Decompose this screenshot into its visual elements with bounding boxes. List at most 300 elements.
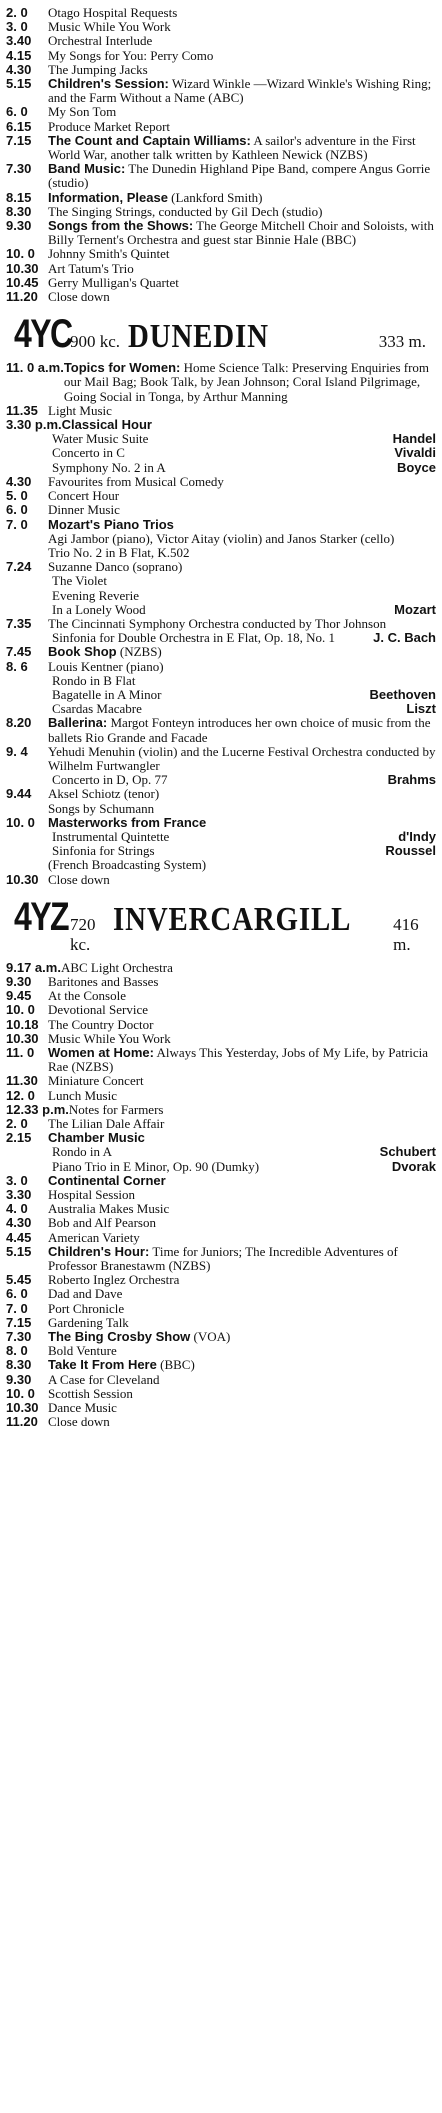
programme-description: Louis Kentner (piano): [48, 658, 164, 674]
programme-description: Wizard Winkle —Wizard Winkle's Wishing Ring; and the Farm Without a Name (ABC): [48, 76, 435, 106]
listing-time: 10.30: [6, 1030, 39, 1046]
listing-time: 6.15: [6, 118, 32, 134]
listing-row: [6, 1046, 436, 1074]
work-title: Csardas Macabre: [52, 701, 142, 717]
listing-text: [48, 1330, 436, 1344]
programme-title: Take It From Here: [48, 1357, 157, 1373]
listing-row: [6, 77, 436, 105]
listing-time: 4.30: [6, 61, 32, 77]
listing-text: [48, 1302, 436, 1316]
station-header-4yc: [14, 314, 436, 355]
programme-work-row: [6, 688, 436, 702]
indented-note: Agi Jambor (piano), Victor Aitay (violin) and Janos Starker (cello): [48, 530, 395, 546]
work-title: Sinfonia for Double Orchestra in E Flat, Op. 18, No. 1: [52, 630, 336, 646]
listing-row: [6, 975, 436, 989]
listing-time: 8.30: [6, 1357, 32, 1373]
listing-text: [48, 20, 436, 34]
indented-note: (French Broadcasting System): [48, 857, 207, 873]
listing-time: 8.30: [6, 203, 32, 219]
listing-row: [6, 645, 436, 659]
listing-section-4yc: [6, 360, 439, 887]
station-header-4yz: [14, 894, 436, 955]
listing-row: [6, 191, 436, 205]
listing-row: [6, 20, 436, 34]
programme-title: The Bing Crosby Show: [48, 1329, 191, 1345]
programme-title: Book Shop: [48, 644, 117, 660]
listing-text: [48, 1231, 436, 1245]
listing-row: [6, 518, 436, 532]
listing-text: [48, 617, 436, 631]
listing-row: [6, 1188, 436, 1202]
listing-text: [48, 34, 436, 48]
programme-description: Johnny Smith's Quintet: [48, 246, 170, 262]
composer-name: Boyce: [396, 459, 436, 475]
listing-row: [6, 1117, 436, 1131]
programme-description: The Cincinnati Symphony Orchestra conducted by Thor Johnson: [48, 615, 387, 631]
programme-description: At the Console: [48, 988, 126, 1004]
programme-title: The Count and Captain Williams:: [48, 132, 251, 148]
listing-text: [48, 191, 436, 205]
listing-text: [48, 134, 436, 162]
listing-row: [6, 162, 436, 190]
listing-row: [6, 1089, 436, 1103]
listing-time: 10.45: [6, 274, 39, 290]
listing-text: [48, 247, 436, 261]
listing-time: 9.44: [6, 786, 32, 802]
work-title: Concerto in C: [52, 445, 125, 461]
listing-time: 8. 6: [6, 658, 28, 674]
listing-text: [48, 1415, 436, 1429]
listing-time: 3.30: [6, 1187, 32, 1203]
programme-work-row: [6, 773, 436, 787]
listing-text: [48, 1018, 436, 1032]
listing-time: 7. 0: [6, 1300, 28, 1316]
programme-description: My Son Tom: [48, 104, 117, 120]
programme-title: Ballerina:: [48, 715, 108, 731]
listing-text: [48, 1401, 436, 1415]
work-title: Evening Reverie: [52, 587, 139, 603]
programme-description: The George Mitchell Choir and Soloists, with Billy Ternent's Orchestra and guest star Binnie Hale (BBC): [48, 218, 438, 248]
listing-row: [6, 660, 436, 674]
listing-time: 4. 0: [6, 1201, 28, 1217]
listing-time: 10.30: [6, 1400, 39, 1416]
programme-description: Roberto Inglez Orchestra: [48, 1272, 180, 1288]
listing-row: [6, 1330, 436, 1344]
programme-description: The Dunedin Highland Pipe Band, compere Angus Gorrie (studio): [48, 161, 434, 191]
listing-text: [48, 1273, 436, 1287]
programme-title: Songs from the Shows:: [48, 218, 194, 234]
listing-row: [6, 219, 436, 247]
listing-text: [48, 1245, 436, 1273]
listing-section-4yz: [6, 961, 436, 1430]
listing-time: 3. 0: [6, 1172, 28, 1188]
listing-row: [6, 1358, 436, 1372]
work-title: Piano Trio in E Minor, Op. 90 (Dumky): [52, 1158, 260, 1174]
listing-time: 11. 0 a.m.: [6, 360, 64, 376]
listing-text: [48, 1046, 436, 1074]
listing-row: [6, 1003, 436, 1017]
listing-time: 7.30: [6, 1329, 32, 1345]
programme-description: Light Music: [48, 402, 112, 418]
listing-time: 11.20: [6, 1414, 38, 1430]
listing-text: [48, 205, 436, 219]
listing-time: 12. 0: [6, 1087, 35, 1103]
programme-title: Women at Home:: [48, 1045, 154, 1060]
listing-row: [6, 34, 436, 48]
listing-text: [48, 262, 436, 276]
programme-description: Favourites from Musical Comedy: [48, 473, 224, 489]
programme-title: Classical Hour: [61, 417, 152, 433]
work-title: Concerto in D, Op. 77: [52, 772, 168, 788]
programme-work-row: [6, 589, 436, 603]
programme-work-row: [6, 446, 436, 460]
listing-row: [6, 873, 436, 887]
programme-description: The Country Doctor: [48, 1016, 154, 1032]
indented-note: Trio No. 2 in B Flat, K.502: [48, 544, 190, 560]
listing-time: 10. 0: [6, 814, 35, 830]
work-title: The Violet: [52, 573, 107, 589]
listing-row: [6, 1074, 436, 1088]
programme-work-row: [6, 1145, 436, 1159]
listing-time: 6. 0: [6, 502, 28, 518]
listing-row: [6, 105, 436, 119]
programme-description: American Variety: [48, 1229, 140, 1245]
listing-text: [48, 1089, 436, 1103]
listing-text: [48, 503, 436, 517]
listing-row: [6, 475, 436, 489]
listing-text: [48, 105, 436, 119]
programme-description: Margot Fonteyn introduces her own choice of music from the ballets Rio Grande and Facade: [48, 715, 434, 745]
work-title: Water Music Suite: [52, 431, 149, 447]
listing-row: [6, 276, 436, 290]
listing-row: [6, 1387, 436, 1401]
listing-time: 10.18: [6, 1016, 39, 1032]
programme-description: Port Chronicle: [48, 1300, 125, 1316]
programme-description: Close down: [48, 871, 110, 887]
listing-text: [48, 716, 436, 744]
listing-time: 7.24: [6, 559, 32, 575]
listing-section-1: [6, 6, 436, 304]
composer-name: Vivaldi: [394, 445, 436, 461]
listing-row: [6, 418, 436, 432]
programme-title: Children's Hour:: [48, 1243, 150, 1259]
programme-description: The Jumping Jacks: [48, 61, 148, 77]
station-city: DUNEDIN: [128, 318, 269, 356]
listing-row: [6, 1018, 436, 1032]
programme-description: (BBC): [156, 1357, 195, 1373]
listing-time: 5.45: [6, 1272, 32, 1288]
programme-description: Dance Music: [48, 1400, 117, 1416]
listing-row: [6, 361, 436, 404]
listing-row: [6, 1103, 436, 1117]
composer-name: Dvorak: [391, 1158, 436, 1174]
programme-description: Orchestral Interlude: [48, 33, 153, 49]
listing-time: 10.30: [6, 871, 39, 887]
work-title: Instrumental Quintette: [52, 828, 170, 844]
listing-row: [6, 560, 436, 574]
listing-time: 4.45: [6, 1229, 32, 1245]
programme-description: Music While You Work: [48, 19, 171, 35]
listing-text: [48, 1287, 436, 1301]
programme-description: (Lankford Smith): [167, 189, 263, 205]
programme-description: (VOA): [190, 1329, 231, 1345]
listing-time: 8.20: [6, 715, 32, 731]
listing-text: [48, 743, 439, 773]
station-code: 4YZ: [14, 894, 68, 939]
listing-text: [48, 475, 436, 489]
programme-description: A Case for Cleveland: [48, 1371, 160, 1387]
composer-name: J. C. Bach: [373, 630, 436, 646]
listing-row: [6, 49, 436, 63]
listing-time: 9.30: [6, 218, 32, 234]
listing-time: 7.15: [6, 1314, 32, 1330]
listing-row: [6, 1032, 436, 1046]
listing-time: 7.30: [6, 161, 32, 177]
listing-text: [61, 961, 436, 975]
programme-title: Children's Session:: [48, 76, 169, 92]
programme-description: Yehudi Menuhin (violin) and the Lucerne Festival Orchestra conducted by Wilhelm Furtwangler: [48, 743, 439, 773]
listing-text: [48, 6, 436, 20]
composer-name: Brahms: [387, 772, 436, 788]
programme-work-row: [6, 631, 436, 645]
programme-title: Continental Corner: [48, 1172, 166, 1188]
programme-description: Scottish Session: [48, 1385, 133, 1401]
programme-description: Baritones and Basses: [48, 973, 159, 989]
programme-description: Australia Makes Music: [48, 1201, 170, 1217]
listing-time: 5.15: [6, 1243, 32, 1259]
listing-text: [48, 1202, 436, 1216]
programme-description: Lunch Music: [48, 1087, 117, 1103]
listing-time: 2. 0: [6, 5, 28, 20]
programme-description: Always This Yesterday, Jobs of My Life, by Patricia Rae (NZBS): [48, 1045, 432, 1075]
listing-row: [6, 1202, 436, 1216]
listing-text: [48, 1074, 436, 1088]
listing-row: [6, 63, 436, 77]
listing-time: 2. 0: [6, 1116, 28, 1132]
programme-work-row: [6, 461, 436, 475]
listing-time: 4.30: [6, 473, 32, 489]
station-code: 4YC: [14, 312, 72, 357]
programme-title: Chamber Music: [48, 1130, 145, 1146]
composer-name: Beethoven: [369, 686, 436, 702]
listing-time: 11.20: [6, 289, 38, 305]
station-wavelength: 416 m.: [393, 914, 419, 954]
listing-text: [48, 645, 436, 659]
listing-time: 6. 0: [6, 104, 28, 120]
listing-row: [6, 1401, 436, 1415]
listing-text: [48, 873, 436, 887]
listing-time: 5. 0: [6, 488, 28, 504]
programme-description: Devotional Service: [48, 1002, 148, 1018]
listing-text: [48, 989, 436, 1003]
listing-text: [48, 290, 436, 304]
composer-name: Schubert: [379, 1144, 436, 1160]
programme-work-row: [6, 1160, 436, 1174]
listing-text: [48, 518, 436, 532]
listing-text: [48, 1174, 436, 1188]
listing-text: [48, 787, 436, 801]
programme-description: Otago Hospital Requests: [48, 5, 178, 20]
listing-row: [6, 404, 436, 418]
programme-description: Music While You Work: [48, 1030, 171, 1046]
listing-text: [48, 660, 436, 674]
listing-time: 4.15: [6, 47, 32, 63]
programme-description: The Lilian Dale Affair: [48, 1116, 165, 1132]
listing-text: [48, 120, 436, 134]
programme-description: Miniature Concert: [48, 1073, 144, 1089]
programme-description: Dad and Dave: [48, 1286, 123, 1302]
programme-description: Concert Hour: [48, 488, 120, 504]
work-title: Symphony No. 2 in A: [52, 459, 166, 475]
listing-text: [48, 1387, 436, 1401]
indented-note: Songs by Schumann: [48, 800, 155, 816]
listing-text: [48, 1373, 436, 1387]
listing-time: 3.30 p.m.: [6, 417, 62, 433]
programme-description: Close down: [48, 289, 110, 305]
listing-time: 9.45: [6, 988, 32, 1004]
programme-title: Information, Please: [48, 189, 168, 205]
listing-text: [48, 1131, 436, 1145]
listing-row: [6, 1373, 436, 1387]
listing-row: [6, 1287, 436, 1301]
listing-row: [6, 1316, 436, 1330]
listing-time: 4.30: [6, 1215, 32, 1231]
station-city: INVERCARGILL: [112, 900, 352, 938]
listing-text: [48, 404, 436, 418]
programme-title: Masterworks from France: [48, 814, 207, 830]
station-frequency: 720 kc.: [70, 914, 96, 954]
listing-time: 10.30: [6, 260, 39, 276]
listing-row: [6, 290, 436, 304]
programme-description: The Singing Strings, conducted by Gil Dech (studio): [48, 203, 323, 219]
programme-description: Hospital Session: [48, 1187, 136, 1203]
listing-row: [6, 247, 436, 261]
programme-description: Time for Juniors; The Incredible Adventures of Professor Branestawm (NZBS): [48, 1243, 402, 1274]
programme-title: Band Music:: [48, 161, 126, 177]
programme-description: Notes for Farmers: [68, 1101, 164, 1117]
listing-time: 3. 0: [6, 19, 28, 35]
programme-description: Aksel Schiotz (tenor): [48, 786, 160, 802]
programme-description: Home Science Talk: Preserving Enquiries from our Mail Bag; Book Talk, by Jean Johnson; Coral Island Pilgrimage, Going Social in Tonga, by Arthur Manning: [63, 360, 433, 404]
listing-text: [48, 1216, 436, 1230]
work-title: Sinfonia for Strings: [52, 843, 155, 859]
listing-text: [64, 361, 436, 404]
listing-text: [48, 162, 436, 190]
listing-row: [6, 617, 436, 631]
listing-row: [6, 489, 436, 503]
listing-row: [6, 1344, 436, 1358]
listing-time: 7.35: [6, 615, 32, 631]
listing-time: 8. 0: [6, 1343, 28, 1359]
composer-name: Mozart: [394, 601, 436, 617]
programme-work-row: [6, 574, 436, 588]
listing-text: [48, 560, 436, 574]
listing-time: 11. 0: [6, 1045, 35, 1060]
listing-time: 10. 0: [6, 1385, 35, 1401]
listing-time: 3.40: [6, 33, 32, 49]
listing-row: [6, 716, 436, 744]
listing-text: [48, 975, 436, 989]
listing-text: [48, 1344, 436, 1358]
programme-title: Mozart's Piano Trios: [48, 516, 174, 532]
listing-time: 7.15: [6, 132, 32, 148]
programme-description: (NZBS): [116, 644, 162, 660]
listing-text: [48, 1358, 436, 1372]
programme-work-row: [6, 702, 436, 716]
listing-row: [6, 1216, 436, 1230]
listing-text: [48, 63, 436, 77]
listing-row: [6, 1302, 436, 1316]
programme-description: Produce Market Report: [48, 118, 171, 134]
work-title: Rondo in B Flat: [52, 672, 136, 688]
programme-title: Topics for Women:: [63, 360, 181, 376]
station-wavelength: 333 m.: [378, 332, 426, 352]
listing-time: 9.30: [6, 973, 32, 989]
listing-row: [6, 134, 436, 162]
listing-time: 11.30: [6, 1073, 38, 1089]
programme-work-row: [6, 603, 436, 617]
programme-description: Gardening Talk: [48, 1314, 129, 1330]
listing-text: [48, 1032, 436, 1046]
station-frequency: 900 kc.: [70, 332, 121, 352]
listing-time: 11.35: [6, 402, 38, 418]
listing-row: [6, 1273, 436, 1287]
listing-time: 8.15: [6, 189, 32, 205]
listing-row: [6, 1231, 436, 1245]
composer-name: Liszt: [406, 701, 436, 717]
programme-work-row: [6, 432, 436, 446]
listing-text: [48, 49, 436, 63]
listing-time: 9.30: [6, 1371, 32, 1387]
listing-time: 5.15: [6, 76, 32, 92]
programme-description: Art Tatum's Trio: [48, 260, 134, 276]
listing-row: [6, 1174, 436, 1188]
listing-row: [6, 989, 436, 1003]
listing-time: 7.45: [6, 644, 32, 660]
listing-row: [6, 1415, 436, 1429]
listing-text: [48, 1117, 436, 1131]
listing-row: [6, 503, 436, 517]
programme-description: Gerry Mulligan's Quartet: [48, 274, 179, 290]
listing-text: [48, 219, 436, 247]
listing-row: [6, 1245, 436, 1273]
listing-text: [48, 816, 436, 830]
listing-row: [6, 6, 436, 20]
listing-row: [6, 1131, 436, 1145]
programme-description: My Songs for You: Perry Como: [48, 47, 214, 63]
listing-text: [48, 1316, 436, 1330]
listing-row: [6, 961, 436, 975]
listing-row: [6, 205, 436, 219]
composer-name: d'Indy: [398, 828, 436, 844]
listing-time: 10. 0: [6, 1002, 35, 1018]
programme-description: Bold Venture: [48, 1343, 117, 1359]
listing-time: 10. 0: [6, 246, 35, 262]
listing-time: 9. 4: [6, 743, 28, 759]
listing-row: [6, 816, 436, 830]
listing-text: [48, 489, 436, 503]
listing-time: 6. 0: [6, 1286, 28, 1302]
listing-time: 12.33 p.m.: [6, 1101, 69, 1117]
listing-text: [48, 77, 436, 105]
work-title: Rondo in A: [52, 1144, 112, 1160]
programme-description: Suzanne Danco (soprano): [48, 559, 183, 575]
listing-row: [6, 787, 436, 801]
listing-text: [69, 1103, 436, 1117]
work-title: Bagatelle in A Minor: [52, 686, 162, 702]
listing-time: 2.15: [6, 1130, 32, 1146]
listing-text: [48, 1003, 436, 1017]
